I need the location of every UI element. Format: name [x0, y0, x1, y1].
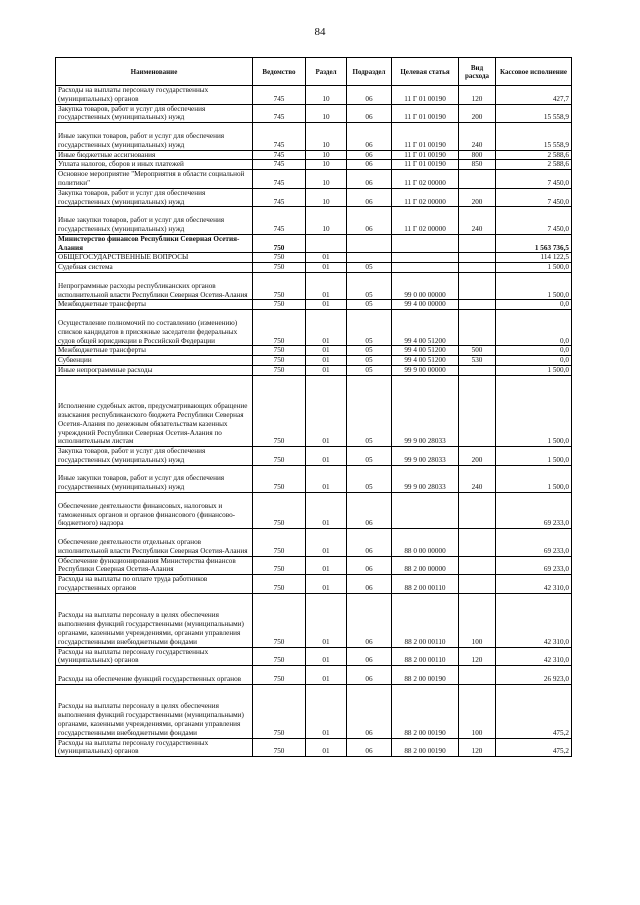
- cell-department: 750: [253, 365, 306, 375]
- cell-subsection: 06: [347, 738, 392, 757]
- cell-section: 01: [306, 375, 347, 446]
- cell-target-article: 88 2 00 00110: [392, 575, 459, 594]
- cell-subsection: 06: [347, 647, 392, 666]
- cell-section: 01: [306, 738, 347, 757]
- table-row: [56, 346, 572, 356]
- cell-subsection: 06: [347, 160, 392, 170]
- cell-cash-execution: 114 122,5: [496, 253, 572, 263]
- cell-target-article: 99 9 00 28033: [392, 447, 459, 466]
- cell-department: 745: [253, 170, 306, 189]
- cell-name: ОБЩЕГОСУДАРСТВЕННЫЕ ВОПРОСЫ: [56, 253, 253, 263]
- cell-target-article: 88 2 00 00190: [392, 666, 459, 685]
- table-row: [56, 356, 572, 366]
- table-row: [56, 234, 572, 253]
- cell-name: Закупка товаров, работ и услуг для обеспечения государственных (муниципальных) нужд: [56, 104, 253, 123]
- cell-name: Межбюджетные трансферты: [56, 300, 253, 310]
- cell-department: 745: [253, 207, 306, 234]
- table-row: [56, 170, 572, 189]
- cell-cash-execution: 26 923,0: [496, 666, 572, 685]
- cell-section: 01: [306, 447, 347, 466]
- cell-subsection: 05: [347, 346, 392, 356]
- table-row: [56, 188, 572, 207]
- cell-department: 750: [253, 447, 306, 466]
- cell-section: 01: [306, 272, 347, 299]
- cell-expense-type: [459, 234, 496, 253]
- cell-section: 01: [306, 684, 347, 738]
- cell-subsection: 06: [347, 86, 392, 105]
- col-header-department: Ведомство: [253, 58, 306, 86]
- cell-section: 01: [306, 666, 347, 685]
- cell-department: 745: [253, 123, 306, 150]
- cell-section: 01: [306, 365, 347, 375]
- cell-target-article: 99 9 00 28033: [392, 375, 459, 446]
- table-row: [56, 300, 572, 310]
- cell-cash-execution: 0,0: [496, 300, 572, 310]
- cell-cash-execution: 7 450,0: [496, 207, 572, 234]
- cell-cash-execution: 0,0: [496, 310, 572, 346]
- cell-expense-type: [459, 493, 496, 529]
- table-row: [56, 575, 572, 594]
- cell-target-article: 88 2 00 00190: [392, 684, 459, 738]
- cell-cash-execution: 1 500,0: [496, 365, 572, 375]
- table-body: [56, 86, 572, 757]
- cell-target-article: 99 9 00 00000: [392, 365, 459, 375]
- cell-expense-type: 100: [459, 593, 496, 647]
- cell-cash-execution: 42 310,0: [496, 593, 572, 647]
- cell-name: Иные бюджетные ассигнования: [56, 150, 253, 160]
- cell-name: Иные непрограммные расходы: [56, 365, 253, 375]
- cell-expense-type: 120: [459, 647, 496, 666]
- budget-table: [55, 57, 572, 757]
- col-header-name: Наименование: [56, 58, 253, 86]
- cell-department: 750: [253, 300, 306, 310]
- cell-subsection: 06: [347, 666, 392, 685]
- cell-department: 750: [253, 666, 306, 685]
- cell-expense-type: 100: [459, 684, 496, 738]
- cell-name: Расходы на выплаты персоналу государственных (муниципальных) органов: [56, 86, 253, 105]
- cell-expense-type: 800: [459, 150, 496, 160]
- cell-subsection: 06: [347, 188, 392, 207]
- col-header-expense-type: Вид расхода: [459, 58, 496, 86]
- cell-subsection: 06: [347, 170, 392, 189]
- cell-cash-execution: 475,2: [496, 684, 572, 738]
- cell-target-article: 88 0 00 00000: [392, 529, 459, 556]
- cell-expense-type: [459, 529, 496, 556]
- cell-target-article: 88 2 00 00110: [392, 647, 459, 666]
- cell-department: 745: [253, 160, 306, 170]
- cell-section: 01: [306, 263, 347, 273]
- cell-expense-type: 240: [459, 207, 496, 234]
- cell-name: Субвенции: [56, 356, 253, 366]
- cell-name: Расходы на обеспечение функций государственных органов: [56, 666, 253, 685]
- cell-target-article: 99 4 00 51200: [392, 346, 459, 356]
- table-row: [56, 447, 572, 466]
- cell-section: 10: [306, 188, 347, 207]
- cell-target-article: 99 4 00 51200: [392, 310, 459, 346]
- cell-cash-execution: 0,0: [496, 356, 572, 366]
- cell-cash-execution: 42 310,0: [496, 647, 572, 666]
- table-row: [56, 150, 572, 160]
- cell-target-article: 99 0 00 00000: [392, 272, 459, 299]
- cell-expense-type: [459, 556, 496, 575]
- cell-target-article: [392, 253, 459, 263]
- cell-expense-type: 200: [459, 447, 496, 466]
- cell-section: 10: [306, 86, 347, 105]
- cell-name: Закупка товаров, работ и услуг для обеспечения государственных (муниципальных) нужд: [56, 447, 253, 466]
- cell-cash-execution: 475,2: [496, 738, 572, 757]
- table-row: [56, 738, 572, 757]
- cell-subsection: [347, 253, 392, 263]
- cell-name: Обеспечение деятельности финансовых, налоговых и таможенных органов и органов финансового (финансово-бюджетного) надзора: [56, 493, 253, 529]
- cell-expense-type: 200: [459, 188, 496, 207]
- cell-target-article: 11 Г 01 00190: [392, 123, 459, 150]
- cell-expense-type: 120: [459, 738, 496, 757]
- cell-subsection: [347, 234, 392, 253]
- cell-department: 750: [253, 356, 306, 366]
- cell-name: Уплата налогов, сборов и иных платежей: [56, 160, 253, 170]
- cell-target-article: 11 Г 02 00000: [392, 207, 459, 234]
- cell-target-article: 11 Г 01 00190: [392, 104, 459, 123]
- table-row: [56, 207, 572, 234]
- cell-section: 01: [306, 465, 347, 492]
- cell-target-article: 88 2 00 00110: [392, 593, 459, 647]
- cell-target-article: 11 Г 02 00000: [392, 188, 459, 207]
- table-row: [56, 593, 572, 647]
- cell-section: 01: [306, 253, 347, 263]
- table-row: [56, 263, 572, 273]
- cell-department: 745: [253, 150, 306, 160]
- col-header-subsection: Подраздел: [347, 58, 392, 86]
- cell-subsection: 06: [347, 123, 392, 150]
- cell-section: [306, 234, 347, 253]
- cell-department: 750: [253, 493, 306, 529]
- cell-subsection: 05: [347, 272, 392, 299]
- cell-department: 750: [253, 346, 306, 356]
- cell-expense-type: [459, 375, 496, 446]
- table-row: [56, 684, 572, 738]
- cell-expense-type: 530: [459, 356, 496, 366]
- table-row: [56, 365, 572, 375]
- table-row: [56, 375, 572, 446]
- cell-department: 750: [253, 593, 306, 647]
- cell-cash-execution: 0,0: [496, 346, 572, 356]
- cell-section: 01: [306, 593, 347, 647]
- cell-target-article: [392, 493, 459, 529]
- table-row: [56, 123, 572, 150]
- cell-expense-type: [459, 365, 496, 375]
- table-row: [56, 666, 572, 685]
- cell-department: 750: [253, 263, 306, 273]
- cell-cash-execution: 42 310,0: [496, 575, 572, 594]
- table-row: [56, 556, 572, 575]
- cell-department: 750: [253, 465, 306, 492]
- cell-expense-type: [459, 300, 496, 310]
- cell-department: 750: [253, 253, 306, 263]
- cell-target-article: [392, 263, 459, 273]
- page-number: 84: [314, 26, 326, 38]
- cell-expense-type: [459, 253, 496, 263]
- cell-cash-execution: 1 500,0: [496, 465, 572, 492]
- table-row: [56, 104, 572, 123]
- cell-department: 750: [253, 272, 306, 299]
- cell-cash-execution: 427,7: [496, 86, 572, 105]
- cell-target-article: 11 Г 01 00190: [392, 150, 459, 160]
- cell-expense-type: [459, 575, 496, 594]
- cell-subsection: 05: [347, 263, 392, 273]
- cell-expense-type: 240: [459, 123, 496, 150]
- cell-section: 01: [306, 575, 347, 594]
- cell-name: Обеспечение функционирования Министерства финансов Республики Северная Осетия-Алания: [56, 556, 253, 575]
- cell-subsection: 06: [347, 150, 392, 160]
- cell-department: 750: [253, 647, 306, 666]
- cell-subsection: 06: [347, 684, 392, 738]
- cell-subsection: 05: [347, 465, 392, 492]
- cell-subsection: 05: [347, 365, 392, 375]
- col-header-section: Раздел: [306, 58, 347, 86]
- cell-target-article: 99 4 00 51200: [392, 356, 459, 366]
- cell-section: 01: [306, 556, 347, 575]
- cell-expense-type: [459, 272, 496, 299]
- cell-expense-type: [459, 170, 496, 189]
- cell-department: 745: [253, 188, 306, 207]
- cell-target-article: 11 Г 02 00000: [392, 170, 459, 189]
- cell-target-article: [392, 234, 459, 253]
- cell-subsection: 06: [347, 104, 392, 123]
- cell-section: 01: [306, 300, 347, 310]
- cell-expense-type: 120: [459, 86, 496, 105]
- cell-department: 750: [253, 738, 306, 757]
- cell-section: 10: [306, 207, 347, 234]
- cell-cash-execution: 1 500,0: [496, 447, 572, 466]
- table-row: [56, 493, 572, 529]
- cell-department: 750: [253, 575, 306, 594]
- cell-target-article: 99 9 00 28033: [392, 465, 459, 492]
- cell-department: 750: [253, 684, 306, 738]
- cell-subsection: 05: [347, 300, 392, 310]
- cell-subsection: 06: [347, 593, 392, 647]
- table-row: [56, 465, 572, 492]
- cell-subsection: 05: [347, 375, 392, 446]
- cell-subsection: 06: [347, 493, 392, 529]
- cell-expense-type: 500: [459, 346, 496, 356]
- table-row: [56, 160, 572, 170]
- cell-department: 750: [253, 556, 306, 575]
- cell-cash-execution: 69 233,0: [496, 493, 572, 529]
- cell-name: Межбюджетные трансферты: [56, 346, 253, 356]
- cell-section: 01: [306, 356, 347, 366]
- cell-name: Осуществление полномочий по составлению (изменению) списков кандидатов в присяжные заседатели федеральных судов общей юрисдикции в Российской Федерации: [56, 310, 253, 346]
- cell-name: Расходы на выплаты персоналу государственных (муниципальных) органов: [56, 647, 253, 666]
- cell-name: Иные закупки товаров, работ и услуг для обеспечения государственных (муниципальных) нужд: [56, 123, 253, 150]
- cell-cash-execution: 7 450,0: [496, 170, 572, 189]
- cell-target-article: 99 4 00 00000: [392, 300, 459, 310]
- cell-name: Судебная система: [56, 263, 253, 273]
- cell-section: 01: [306, 310, 347, 346]
- cell-expense-type: 200: [459, 104, 496, 123]
- cell-section: 01: [306, 346, 347, 356]
- cell-subsection: 05: [347, 356, 392, 366]
- cell-department: 745: [253, 104, 306, 123]
- cell-section: 10: [306, 150, 347, 160]
- cell-cash-execution: 1 563 736,5: [496, 234, 572, 253]
- cell-name: Расходы на выплаты персоналу в целях обеспечения выполнения функций государственными (муниципальными) органами, казенными учреждениями, органами управления государственными внебюджетными фондами: [56, 593, 253, 647]
- cell-department: 750: [253, 234, 306, 253]
- col-header-cash-execution: Кассовое исполнение: [496, 58, 572, 86]
- cell-cash-execution: 69 233,0: [496, 529, 572, 556]
- cell-name: Расходы на выплаты по оплате труда работников государственных органов: [56, 575, 253, 594]
- cell-department: 750: [253, 310, 306, 346]
- cell-section: 10: [306, 160, 347, 170]
- cell-cash-execution: 1 500,0: [496, 272, 572, 299]
- table-row: [56, 529, 572, 556]
- cell-expense-type: 240: [459, 465, 496, 492]
- cell-subsection: 05: [347, 310, 392, 346]
- cell-target-article: 88 2 00 00190: [392, 738, 459, 757]
- table-row: [56, 647, 572, 666]
- cell-subsection: 06: [347, 575, 392, 594]
- cell-expense-type: 850: [459, 160, 496, 170]
- cell-name: Министерство финансов Республики Северная Осетия-Алания: [56, 234, 253, 253]
- cell-name: Иные закупки товаров, работ и услуг для обеспечения государственных (муниципальных) нужд: [56, 465, 253, 492]
- cell-section: 10: [306, 170, 347, 189]
- cell-subsection: 06: [347, 207, 392, 234]
- cell-department: 745: [253, 86, 306, 105]
- cell-target-article: 88 2 00 00000: [392, 556, 459, 575]
- cell-name: Обеспечение деятельности отдельных органов исполнительной власти Республики Северная Осетия-Алания: [56, 529, 253, 556]
- cell-section: 01: [306, 529, 347, 556]
- cell-cash-execution: 2 588,6: [496, 160, 572, 170]
- cell-expense-type: [459, 310, 496, 346]
- cell-name: Иные закупки товаров, работ и услуг для обеспечения государственных (муниципальных) нужд: [56, 207, 253, 234]
- cell-cash-execution: 1 500,0: [496, 375, 572, 446]
- col-header-target-article: Целевая статья: [392, 58, 459, 86]
- cell-subsection: 06: [347, 556, 392, 575]
- table-row: [56, 310, 572, 346]
- cell-cash-execution: 2 588,6: [496, 150, 572, 160]
- cell-cash-execution: 15 558,9: [496, 104, 572, 123]
- cell-cash-execution: 15 558,9: [496, 123, 572, 150]
- table-row: [56, 86, 572, 105]
- table-row: [56, 253, 572, 263]
- cell-section: 10: [306, 123, 347, 150]
- cell-section: 01: [306, 493, 347, 529]
- cell-target-article: 11 Г 01 00190: [392, 86, 459, 105]
- cell-name: Исполнение судебных актов, предусматривающих обращение взыскания республиканского бюджета Республики Северная Осетия-Алания по денежным обязательствам казенных учреждений Республики Северная Осетия-Алания по исполнительным листам: [56, 375, 253, 446]
- cell-section: 10: [306, 104, 347, 123]
- cell-department: 750: [253, 375, 306, 446]
- cell-section: 01: [306, 647, 347, 666]
- table-row: [56, 272, 572, 299]
- cell-subsection: 05: [347, 447, 392, 466]
- cell-subsection: 06: [347, 529, 392, 556]
- cell-cash-execution: 1 500,0: [496, 263, 572, 273]
- cell-expense-type: [459, 263, 496, 273]
- cell-expense-type: [459, 666, 496, 685]
- cell-name: Расходы на выплаты персоналу в целях обеспечения выполнения функций государственными (муниципальными) органами, казенными учреждениями, органами управления государственными внебюджетными фондами: [56, 684, 253, 738]
- cell-name: Закупка товаров, работ и услуг для обеспечения государственных (муниципальных) нужд: [56, 188, 253, 207]
- cell-name: Основное мероприятие "Мероприятия в области социальной политики": [56, 170, 253, 189]
- cell-name: Расходы на выплаты персоналу государственных (муниципальных) органов: [56, 738, 253, 757]
- cell-cash-execution: 7 450,0: [496, 188, 572, 207]
- table-header-row: [56, 58, 572, 86]
- cell-target-article: 11 Г 01 00190: [392, 160, 459, 170]
- cell-cash-execution: 69 233,0: [496, 556, 572, 575]
- cell-name: Непрограммные расходы республиканских органов исполнительной власти Республики Северная Осетия-Алания: [56, 272, 253, 299]
- cell-department: 750: [253, 529, 306, 556]
